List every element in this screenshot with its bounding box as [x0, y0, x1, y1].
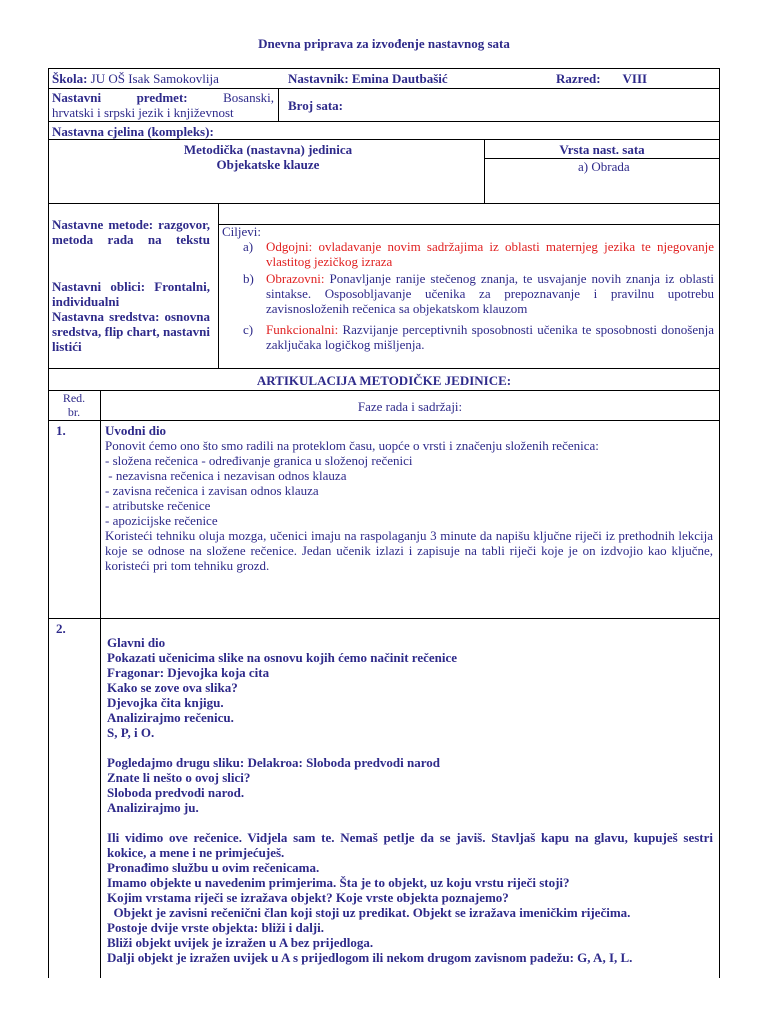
grade-field: Razred: VIII [556, 71, 648, 86]
row-number-header: Red. br. [62, 391, 86, 419]
section-2-content: Glavni dio Pokazati učenicima slike na osnovu kojih ćemo načinit rečenice Fragonar: Djevojka koja cita Kako se zove ova slika? Djevojka čita knjigu. Analizirajmo rečenicu. S, P, i O. Pogledajmo drugu sliku: Delakroa: Sloboda predvodi narod Znate li nešto o ovoj slici? Sloboda predvodi narod. Analizirajmo ju. Ili vidimo ove rečenice. Vidjela sam te. Nemaš petlje da se javiš. Stavljaš kapu na glavu, kupuješ sestri kokice, a mene i ne primjećuješ. Pronađimo službu u ovim rečenicama. Imamo objekte u navedenim primjerima. Šta je to objekt, uz koju vrstu riječi stoji? Kojim vrstama riječi se izražava objekt? Koje vrste objekta poznajemo? Objekt je zavisni rečenični član koji stoji uz predikat. Objekt se izražava imeničkim riječima. Postoje dvije vrste objekta: bliži i dalji. Bliži objekt uvijek je izražen u A bez prijedloga. Dalji objekt je izražen uvijek u A s prijedlogom ili nekom drugom zavisnom padežu: G, A, I, L. [107, 635, 713, 965]
section-1-content: Uvodni dio Ponovit ćemo ono što smo radili na proteklom času, uopće o vrsti i značenju složenih rečenica: - složena rečenica - određivanje granica u složenoj rečenici - nezavisna rečenica i nezavisan odnos klauza - zavisna rečenica i zavisan odnos klauza - atributske rečenice - apozicijske rečenice Koristeći tehniku oluja mozga, učenici imaju na raspolaganju 3 minute da napišu ključne riječi iz prethodnih lekcija koje se odnose na složene rečenice. Jedan učenik izlazi i zapisuje na tabli riječi koje je on izdvojio kao ključne, koristeći pri tom tehniku grozd. [105, 423, 713, 573]
methodical-unit-field: Metodička (nastavna) jedinica Objekatske klauze [183, 142, 353, 172]
teaching-forms: Nastavni oblici: Frontalni, individualni [52, 279, 210, 309]
lesson-type-label: Vrsta nast. sata [559, 142, 645, 157]
lesson-number-field: Broj sata: [288, 98, 344, 113]
goal-b: b) Obrazovni: Ponavljanje ranije stečenog znanja, te usvajanje novih znanja iz oblasti sintakse. Osposobljavanje učenika za prepoznavanje i pravilnu upotrebu zavisnosloženih rečenica sa objekatskom klauzom [243, 271, 714, 316]
teaching-methods: Nastavne metode: razgovor, metoda rada na tekstu [52, 217, 210, 247]
articulation-heading: ARTIKULACIJA METODIČKE JEDINICE: [256, 373, 512, 388]
school-field: Škola: JU OŠ Isak Samokovlija [52, 71, 219, 86]
phases-header: Faze rada i sadržaji: [357, 399, 463, 414]
goal-c: c) Funkcionalni: Razvijanje perceptivnih sposobnosti učenika te sposobnosti donošenja zaključaka logičkog mišljenja. [243, 322, 714, 352]
teacher-field: Nastavnik: Emina Dautbašić [288, 71, 448, 86]
page-title: Dnevna priprava za izvođenje nastavnog sata [258, 36, 510, 51]
lesson-type-value: a) Obrada [578, 159, 630, 174]
section-2-number: 2. [56, 621, 66, 636]
subject-field: Nastavni predmet: Bosanski, hrvatski i srpski jezik i književnost [52, 90, 274, 120]
unit-complex-field: Nastavna cjelina (kompleks): [52, 124, 214, 139]
teaching-aids: Nastavna sredstva: osnovna sredstva, flip chart, nastavni listići [52, 309, 210, 354]
goals-label: Ciljevi: [222, 224, 261, 239]
goal-a: a) Odgojni: ovladavanje novim sadržajima iz oblasti maternjeg jezika te njegovanje vlastitog jezičkog izraza [243, 239, 714, 269]
section-1-number: 1. [56, 423, 66, 438]
